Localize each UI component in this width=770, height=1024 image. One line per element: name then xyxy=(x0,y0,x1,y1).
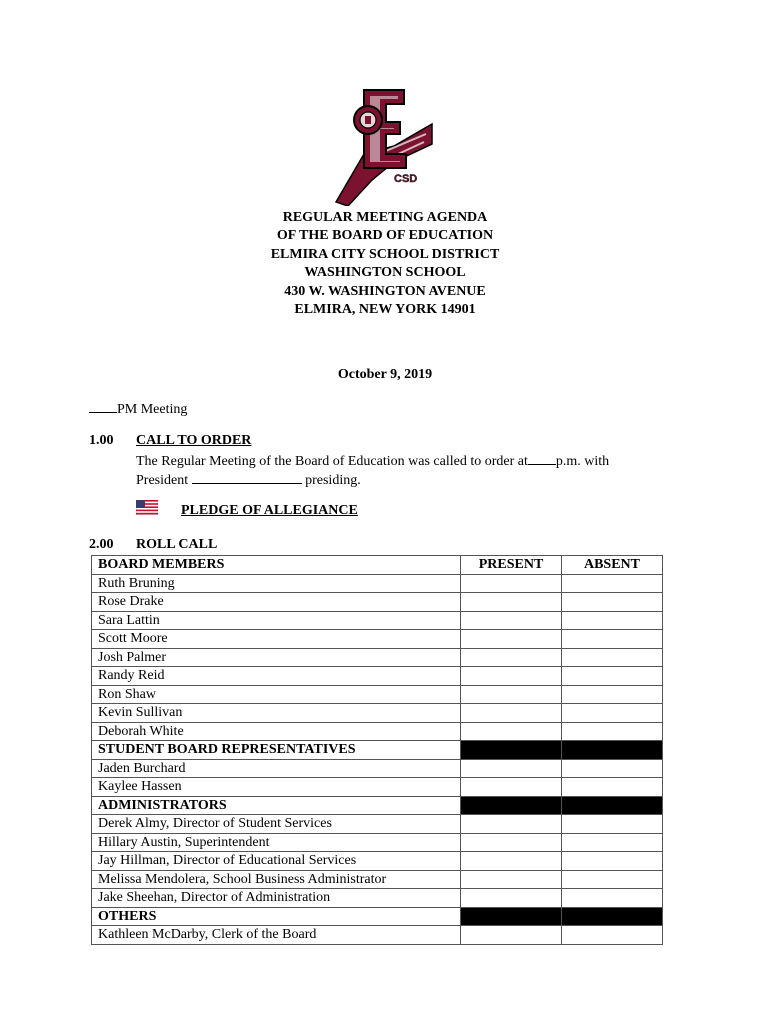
header-line: ELMIRA CITY SCHOOL DISTRICT xyxy=(270,246,500,262)
table-row xyxy=(92,630,663,649)
member-name: Kevin Sullivan xyxy=(92,704,461,723)
member-name: Kathleen McDarby, Clerk of the Board xyxy=(92,926,461,945)
absent-checkbox-cell[interactable] xyxy=(562,778,663,797)
section-number: 1.00 xyxy=(89,433,114,448)
member-name: Josh Palmer xyxy=(92,648,461,667)
header-line: ELMIRA, NEW YORK 14901 xyxy=(294,302,476,318)
absent-checkbox-cell[interactable] xyxy=(562,759,663,778)
table-row xyxy=(92,722,663,741)
group-heading-label: BOARD MEMBERS xyxy=(92,556,461,575)
absent-checkbox-cell[interactable] xyxy=(562,593,663,612)
absent-column-header: ABSENT xyxy=(562,556,663,575)
table-row xyxy=(92,611,663,630)
pledge-of-allegiance: PLEDGE OF ALLEGIANCE xyxy=(181,503,358,518)
absent-checkbox-cell[interactable] xyxy=(562,704,663,723)
shaded-cell xyxy=(562,741,663,760)
present-checkbox-cell[interactable] xyxy=(461,852,562,871)
header-line: WASHINGTON SCHOOL xyxy=(304,265,466,281)
member-name: Jaden Burchard xyxy=(92,759,461,778)
section-number: 2.00 xyxy=(89,537,114,552)
absent-checkbox-cell[interactable] xyxy=(562,685,663,704)
absent-checkbox-cell[interactable] xyxy=(562,722,663,741)
time-blank[interactable] xyxy=(528,452,556,465)
table-row xyxy=(92,852,663,871)
present-checkbox-cell[interactable] xyxy=(461,722,562,741)
table-group-heading xyxy=(92,907,663,926)
absent-checkbox-cell[interactable] xyxy=(562,574,663,593)
table-row xyxy=(92,815,663,834)
table-row xyxy=(92,704,663,723)
table-row xyxy=(92,648,663,667)
absent-checkbox-cell[interactable] xyxy=(562,611,663,630)
present-checkbox-cell[interactable] xyxy=(461,593,562,612)
pm-meeting-line: PM Meeting xyxy=(89,400,187,418)
table-group-heading xyxy=(92,796,663,815)
absent-checkbox-cell[interactable] xyxy=(562,667,663,686)
call-to-order-text: The Regular Meeting of the Board of Education was called to order at p.m. with President presiding. xyxy=(136,454,610,489)
table-group-heading xyxy=(92,556,663,575)
member-name: Scott Moore xyxy=(92,630,461,649)
table-row xyxy=(92,870,663,889)
absent-checkbox-cell[interactable] xyxy=(562,833,663,852)
member-name: Randy Reid xyxy=(92,667,461,686)
absent-checkbox-cell[interactable] xyxy=(562,630,663,649)
table-row xyxy=(92,667,663,686)
member-name: Ruth Bruning xyxy=(92,574,461,593)
header-line: REGULAR MEETING AGENDA xyxy=(282,210,488,225)
present-checkbox-cell[interactable] xyxy=(461,926,562,945)
table-group-heading xyxy=(92,741,663,760)
table-row xyxy=(92,685,663,704)
member-name: Derek Almy, Director of Student Services xyxy=(92,815,461,834)
present-checkbox-cell[interactable] xyxy=(461,704,562,723)
table-row xyxy=(92,574,663,593)
group-heading-label: ADMINISTRATORS xyxy=(92,796,461,815)
member-name: Jake Sheehan, Director of Administration xyxy=(92,889,461,908)
present-checkbox-cell[interactable] xyxy=(461,815,562,834)
present-checkbox-cell[interactable] xyxy=(461,778,562,797)
present-checkbox-cell[interactable] xyxy=(461,759,562,778)
header-line: OF THE BOARD OF EDUCATION xyxy=(276,228,494,244)
member-name: Hillary Austin, Superintendent xyxy=(92,833,461,852)
present-checkbox-cell[interactable] xyxy=(461,889,562,908)
absent-checkbox-cell[interactable] xyxy=(562,926,663,945)
member-name: Sara Lattin xyxy=(92,611,461,630)
absent-checkbox-cell[interactable] xyxy=(562,815,663,834)
present-checkbox-cell[interactable] xyxy=(461,685,562,704)
present-checkbox-cell[interactable] xyxy=(461,648,562,667)
president-blank[interactable] xyxy=(192,471,302,484)
table-row xyxy=(92,926,663,945)
present-checkbox-cell[interactable] xyxy=(461,870,562,889)
table-row xyxy=(92,889,663,908)
shaded-cell xyxy=(562,796,663,815)
member-name: Deborah White xyxy=(92,722,461,741)
absent-checkbox-cell[interactable] xyxy=(562,889,663,908)
section-title-call-to-order: CALL TO ORDER xyxy=(136,433,252,448)
american-flag-icon xyxy=(136,500,158,515)
present-checkbox-cell[interactable] xyxy=(461,667,562,686)
table-row xyxy=(92,833,663,852)
absent-checkbox-cell[interactable] xyxy=(562,852,663,871)
table-row xyxy=(92,593,663,612)
group-heading-label: OTHERS xyxy=(92,907,461,926)
present-checkbox-cell[interactable] xyxy=(461,833,562,852)
shaded-cell xyxy=(461,741,562,760)
present-checkbox-cell[interactable] xyxy=(461,611,562,630)
header-line: 430 W. WASHINGTON AVENUE xyxy=(284,283,486,299)
section-title-roll-call: ROLL CALL xyxy=(136,537,218,552)
present-checkbox-cell[interactable] xyxy=(461,574,562,593)
table-row xyxy=(92,778,663,797)
present-checkbox-cell[interactable] xyxy=(461,630,562,649)
present-column-header: PRESENT xyxy=(461,556,562,575)
pm-blank[interactable] xyxy=(89,400,117,413)
member-name: Melissa Mendolera, School Business Administrator xyxy=(92,870,461,889)
svg-text:CSD: CSD xyxy=(394,173,418,185)
group-heading-label: STUDENT BOARD REPRESENTATIVES xyxy=(92,741,461,760)
meeting-date: October 9, 2019 xyxy=(337,367,433,382)
member-name: Rose Drake xyxy=(92,593,461,612)
roll-call-table xyxy=(91,555,663,945)
shaded-cell xyxy=(461,796,562,815)
shaded-cell xyxy=(562,907,663,926)
shaded-cell xyxy=(461,907,562,926)
member-name: Kaylee Hassen xyxy=(92,778,461,797)
agenda-header xyxy=(0,209,770,319)
roll-call-heading xyxy=(89,537,218,553)
member-name: Jay Hillman, Director of Educational Services xyxy=(92,852,461,871)
table-row xyxy=(92,759,663,778)
absent-checkbox-cell[interactable] xyxy=(562,648,663,667)
absent-checkbox-cell[interactable] xyxy=(562,870,663,889)
member-name: Ron Shaw xyxy=(92,685,461,704)
district-logo xyxy=(334,84,434,206)
